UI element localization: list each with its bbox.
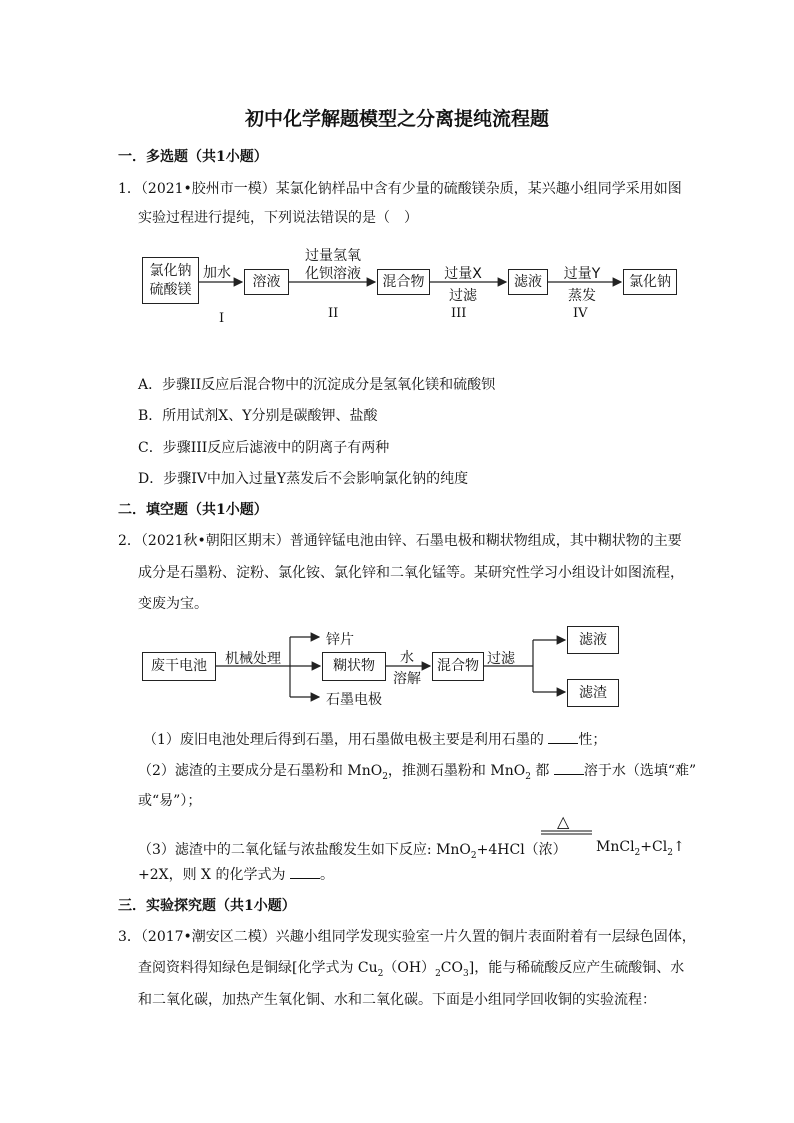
question-2-sub3-text-g: 。: [319, 867, 334, 883]
flow-q1-box-mixture: 混合物: [377, 269, 430, 295]
question-1-option-b: B．所用试剂X、Y分别是碳酸钾、盐酸: [138, 408, 378, 424]
flow-q2-step1-label: 机械处理: [225, 651, 281, 667]
subscript-2: 2: [667, 847, 673, 858]
product-cl: +Cl: [640, 839, 668, 855]
question-2-sub3-text-f: +2X，则 X 的化学式为: [138, 867, 286, 883]
flow-q2-step2-label-line1: 水: [400, 650, 414, 666]
page-title: 初中化学解题模型之分离提纯流程题: [244, 108, 549, 130]
subscript-2: 2: [634, 847, 641, 858]
subscript-2: 2: [435, 968, 441, 979]
flow-q2-step2-label-line2: 溶解: [393, 671, 421, 687]
answer-blank-3[interactable]: [290, 866, 320, 879]
flow-q2-box-mixture: 混合物: [432, 652, 484, 681]
flow-q1-box-solution: 溶液: [244, 269, 289, 295]
heat-symbol: △: [557, 812, 570, 831]
section-heading-fill-in: 二．填空题（共1小题）: [118, 502, 268, 518]
flow-q1-step3-label-line2: 过滤: [449, 288, 477, 304]
flow-q1-step2-label-line2: 化钡溶液: [305, 266, 361, 282]
product-mncl: MnCl: [596, 839, 635, 855]
question-2-sub2-text-c: 都: [535, 763, 550, 779]
question-1-option-a: A．步骤II反应后混合物中的沉淀成分是氢氧化镁和硫酸钡: [138, 377, 496, 393]
flow-q1-step1-label: 加水: [203, 265, 231, 281]
question-2-stem-line3: 变废为宝。: [138, 596, 208, 612]
flow-q1-step-number-4: IV: [573, 306, 588, 321]
subscript-2: 2: [525, 771, 531, 782]
flow-q1-step2-label-line1: 过量氢氧: [305, 248, 361, 264]
question-2-sub1-tail: 性；: [578, 732, 607, 748]
question-3-stem-line1: 3．（2017•潮安区二模）兴趣小组同学发现实验室一片久置的铜片表面附着有一层绿色固体，: [118, 929, 696, 945]
question-1-stem-line1: 1．（2021•胶州市一模）某氯化钠样品中含有少量的硫酸镁杂质，某兴趣小组同学采用如图: [118, 181, 682, 197]
flow-q1-box-sample-line2: 硫酸镁: [149, 281, 192, 298]
flow-q1-box-sample-line1: 氯化钠: [149, 262, 192, 279]
question-3-line2-text-a: 查阅资料得知绿色是铜绿[化学式为 Cu: [138, 960, 378, 976]
section-heading-multiple-choice: 一．多选题（共1小题）: [118, 149, 268, 165]
flow-q1-step-number-1: I: [219, 311, 225, 326]
flow-q1-step-number-3: III: [451, 306, 467, 321]
question-1-option-c: C．步骤III反应后滤液中的阴离子有两种: [138, 440, 390, 456]
subscript-2: 2: [470, 850, 477, 861]
question-2-sub3-line2: [138, 864, 334, 884]
gas-up-arrow: ↑: [672, 839, 685, 855]
subscript-2: 2: [382, 771, 388, 782]
flow-q1-step-number-2: II: [328, 306, 339, 321]
flow-q2-box-residue: 滤渣: [567, 679, 619, 707]
question-2-stem-line2: 成分是石墨粉、淀粉、氯化铵、氯化锌和二氧化锰等。某研究性学习小组设计如图流程，: [138, 565, 684, 581]
flow-q1-step4-label-line2: 蒸发: [568, 288, 596, 304]
flow-q1-step4-label-line1: 过量Y: [563, 266, 601, 282]
flow-q2-box-filtrate: 滤液: [567, 626, 619, 654]
flow-q1-box-filtrate: 滤液: [508, 269, 548, 295]
question-2-sub3-text-a: （3）滤渣中的二氧化锰与浓盐酸发生如下反应: MnO: [138, 842, 471, 858]
question-3-stem-line2: [138, 957, 684, 979]
subscript-2: 2: [377, 968, 384, 979]
question-2-sub3-text-b: +4HCl（浓）: [476, 842, 567, 858]
flow-q2-zinc-label: 锌片: [326, 632, 354, 648]
reaction-products: [596, 839, 685, 858]
question-3-line2-text-c: CO: [440, 960, 463, 976]
question-2-sub1-text: （1）废旧电池处理后得到石墨，用石墨做电极主要是利用石墨的: [143, 732, 544, 748]
question-1-option-d: D．步骤IV中加入过量Y蒸发后不会影响氯化钠的纯度: [138, 471, 469, 487]
subscript-3: 3: [463, 968, 469, 979]
question-1-stem-line2: 实验过程进行提纯，下列说法错误的是（ ）: [138, 210, 418, 226]
flow-q2-box-paste: 糊状物: [322, 652, 386, 681]
question-3-line2-text-d: ]，能与稀硫酸反应产生硫酸铜、水: [468, 960, 685, 976]
question-2-sub2-line2: 或“易”）；: [138, 793, 202, 809]
question-3-stem-line3: 和二氧化碳，加热产生氧化铜、水和二氧化碳。下面是小组同学回收铜的实验流程：: [138, 992, 656, 1008]
question-3-line2-text-b: （OH）: [383, 960, 436, 976]
flow-q2-graphite-label: 石墨电极: [326, 692, 382, 708]
flow-q2-step3-label: 过滤: [487, 651, 515, 667]
flow-q1-box-nacl: 氯化钠: [623, 269, 677, 295]
question-2-sub2-text-b: ，推测石墨粉和 MnO: [387, 763, 526, 779]
question-2-sub2-text-d: 溶于水（选填“难”: [583, 763, 697, 779]
flow-q2-box-battery: 废干电池: [142, 652, 216, 681]
question-2-sub2-text-a: （2）滤渣的主要成分是石墨粉和 MnO: [138, 763, 383, 779]
question-2-stem-line1: 2．（2021秋•朝阳区期末）普通锌锰电池由锌、石墨电极和糊状物组成，其中糊状物的主要: [118, 533, 682, 549]
section-heading-experiment: 三．实验探究题（共1小题）: [118, 898, 296, 914]
flow-q1-step3-label-line1: 过量X: [444, 266, 482, 282]
